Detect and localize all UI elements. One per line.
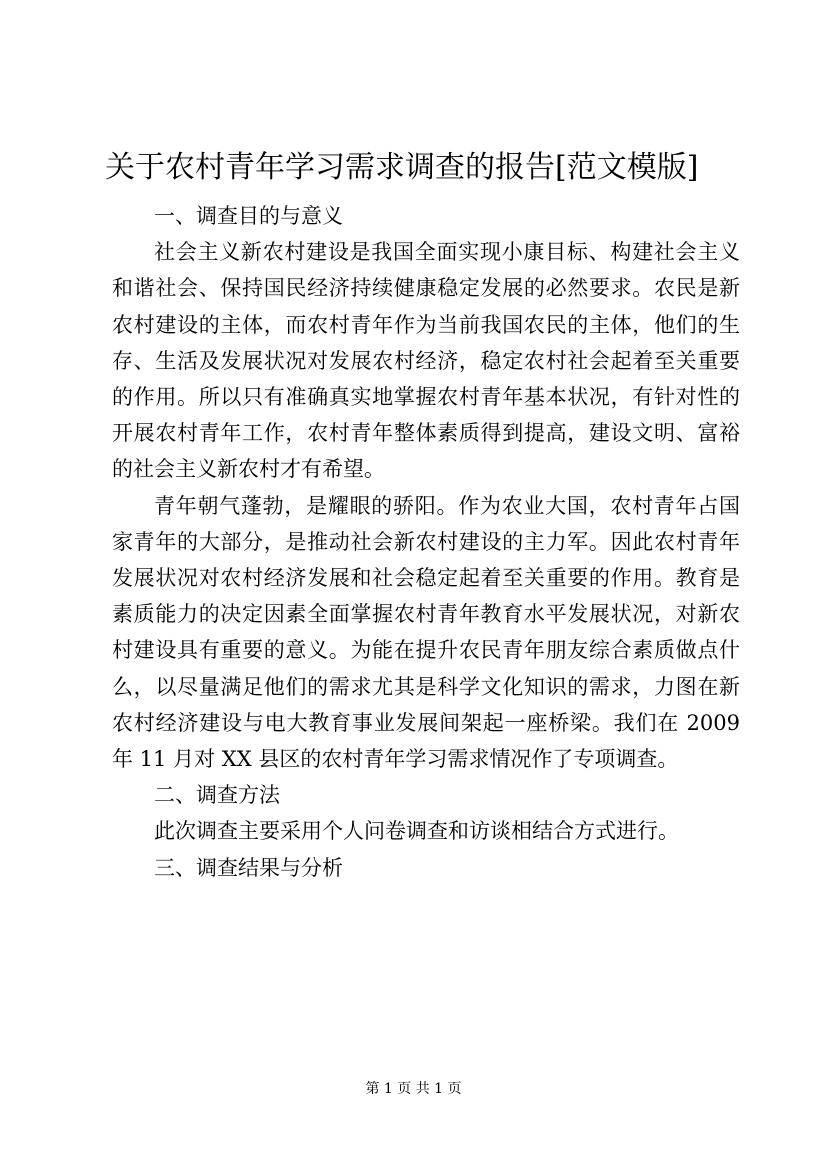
section-heading-results: 三、调查结果与分析	[154, 855, 343, 880]
document-title: 关于农村青年学习需求调查的报告[范文模版]	[105, 150, 699, 185]
section-heading-purpose: 一、调查目的与意义	[154, 204, 343, 228]
page-footer: 第 1 页 共 1 页	[365, 1081, 462, 1097]
paragraph-method: 此次调查主要采用个人问卷调查和访谈相结合方式进行。	[154, 819, 679, 844]
paragraph-significance: 社会主义新农村建设是我国全面实现小康目标、构建社会主义和谐社会、保持国民经济持续健康稳定发展的必然要求。农民是新农村建设的主体，而农村青年作为当前我国农民的主体，他们的生存、生活及发展状况对发展农村经济，稳定农村社会起着至关重要的作用。所以只有准确真实地掌握农村青年基本状况，有针对性的开展农村青年工作，农村青年整体素质得到提高，建设文明、富裕的社会主义新农村才有希望。	[112, 240, 740, 482]
paragraph-rural-youth: 青年朝气蓬勃，是耀眼的骄阳。作为农业大国，农村青年占国家青年的大部分，是推动社会新农村建设的主力军。因此农村青年发展状况对农村经济发展和社会稳定起着至关重要的作用。教育是素质能力的决定因素全面掌握农村青年教育水平发展状况，对新农村建设具有重要的意义。为能在提升农民青年朋友综合素质做点什么，以尽量满足他们的需求尤其是科学文化知识的需求，力图在新农村经济建设与电大教育事业发展间架起一座桥梁。我们在 2009 年 11 月对 XX 县区的农村青年学习需求情况作了专项调查。	[112, 493, 740, 772]
document-body	[112, 198, 740, 886]
section-heading-method: 二、调查方法	[154, 783, 280, 808]
